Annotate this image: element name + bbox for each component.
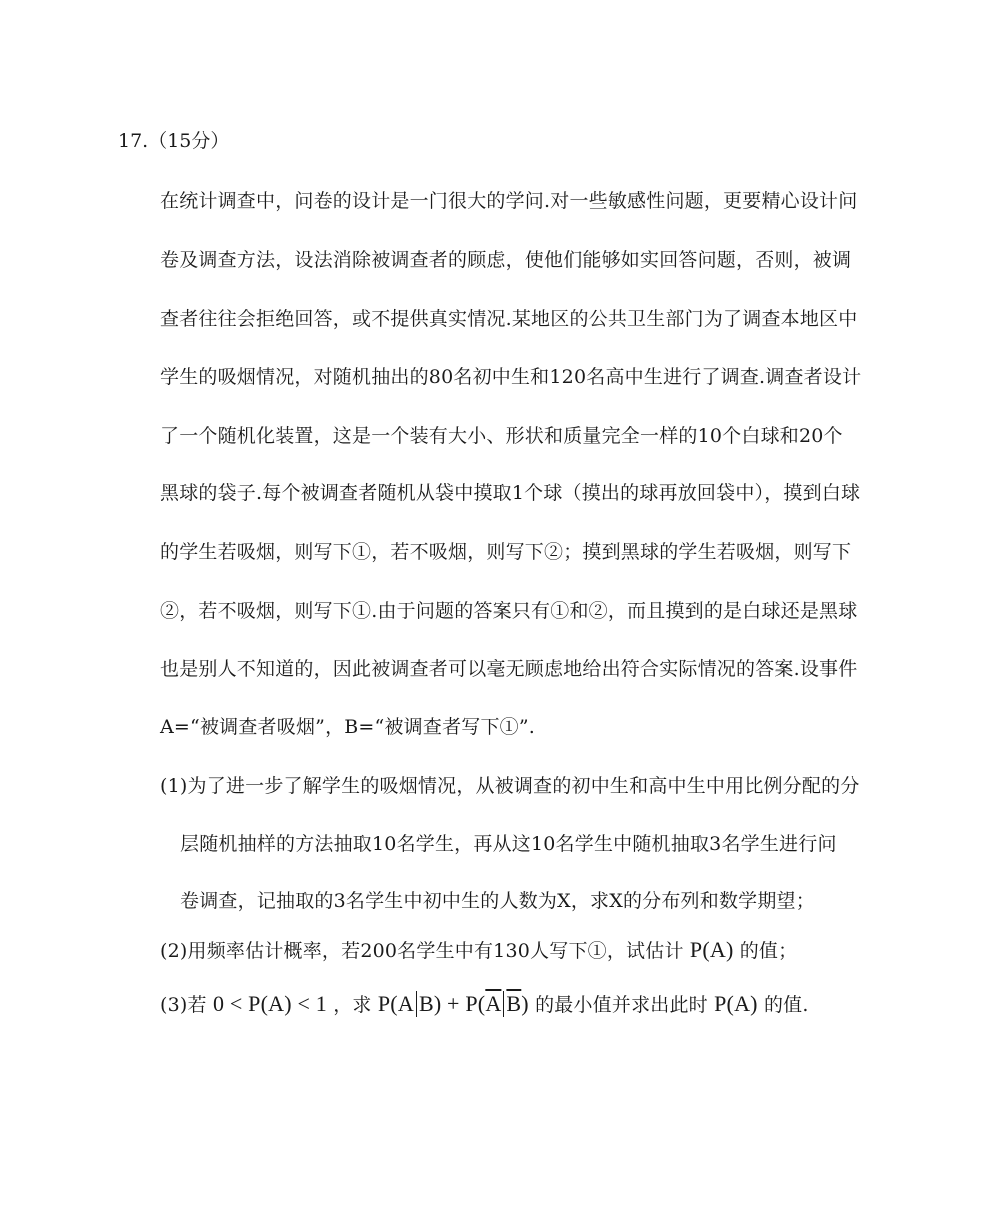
- question-3-prefix: (3)若: [160, 994, 207, 1016]
- question-3-tail: 的值.: [763, 994, 809, 1016]
- question-2-text: (2)用频率估计概率，若200名学生中有130人写下①，试估计: [160, 940, 684, 962]
- intro-line-5: 了一个随机化装置，这是一个装有大小、形状和质量完全一样的10个白球和20个: [160, 425, 843, 447]
- question-1-line-3: 卷调查，记抽取的3名学生中初中生的人数为X，求X的分布列和数学期望；: [180, 890, 815, 912]
- intro-line-8: ②，若不吸烟，则写下①.由于问题的答案只有①和②，而且摸到的是白球还是黑球: [160, 600, 858, 622]
- question-1-line-2: 层随机抽样的方法抽取10名学生，再从这10名学生中随机抽取3名学生进行问: [180, 833, 837, 855]
- conditional-bar-2: [503, 991, 504, 1017]
- question-3-mid2: 的最小值并求出此时: [535, 994, 708, 1016]
- expr-b-complement: $\overline{B}$: [506, 991, 522, 1016]
- question-3-math2: P(A): [714, 991, 758, 1016]
- intro-line-2: 卷及调查方法，设法消除被调查者的顾虑，使他们能够如实回答问题，否则，被调: [160, 249, 852, 271]
- intro-line-10: A=“被调查者吸烟”，B=“被调查者写下①”.: [160, 716, 536, 738]
- problem-header: 17.（15分）: [118, 130, 230, 152]
- intro-line-9: 也是别人不知道的，因此被调查者可以毫无顾虑地给出符合实际情况的答案.设事件: [160, 658, 858, 680]
- intro-line-1: 在统计调查中，问卷的设计是一门很大的学问.对一些敏感性问题，更要精心设计问: [160, 190, 858, 212]
- expr-close: ): [521, 991, 529, 1016]
- question-3-condition: 0 < P(A) < 1: [212, 991, 327, 1016]
- intro-line-3: 查者往往会拒绝回答，或不提供真实情况.某地区的公共卫生部门为了调查本地区中: [160, 308, 858, 330]
- intro-line-4: 学生的吸烟情况，对随机抽出的80名初中生和120名高中生进行了调查.调查者设计: [160, 366, 862, 388]
- question-2-math: P(A): [689, 937, 734, 962]
- expr-b: B: [418, 991, 434, 1016]
- intro-line-6: 黑球的袋子.每个被调查者随机从袋中摸取1个球（摸出的球再放回袋中），摸到白球: [160, 482, 861, 504]
- question-2-tail: 的值；: [739, 940, 798, 962]
- question-3: [160, 990, 809, 1017]
- question-1-line-1: (1)为了进一步了解学生的吸烟情况，从被调查的初中生和高中生中用比例分配的分: [160, 775, 860, 797]
- conditional-bar-1: [416, 991, 417, 1017]
- expr-left: P(A: [377, 991, 414, 1016]
- question-2: [160, 936, 797, 963]
- question-3-mid: ，求: [333, 994, 372, 1016]
- expr-plus: ) + P(: [433, 991, 486, 1016]
- question-3-expression: [378, 991, 529, 1016]
- intro-line-7: 的学生若吸烟，则写下①，若不吸烟，则写下②；摸到黑球的学生若吸烟，则写下: [160, 541, 852, 563]
- expr-a-complement: $\overline{A}$: [485, 991, 502, 1016]
